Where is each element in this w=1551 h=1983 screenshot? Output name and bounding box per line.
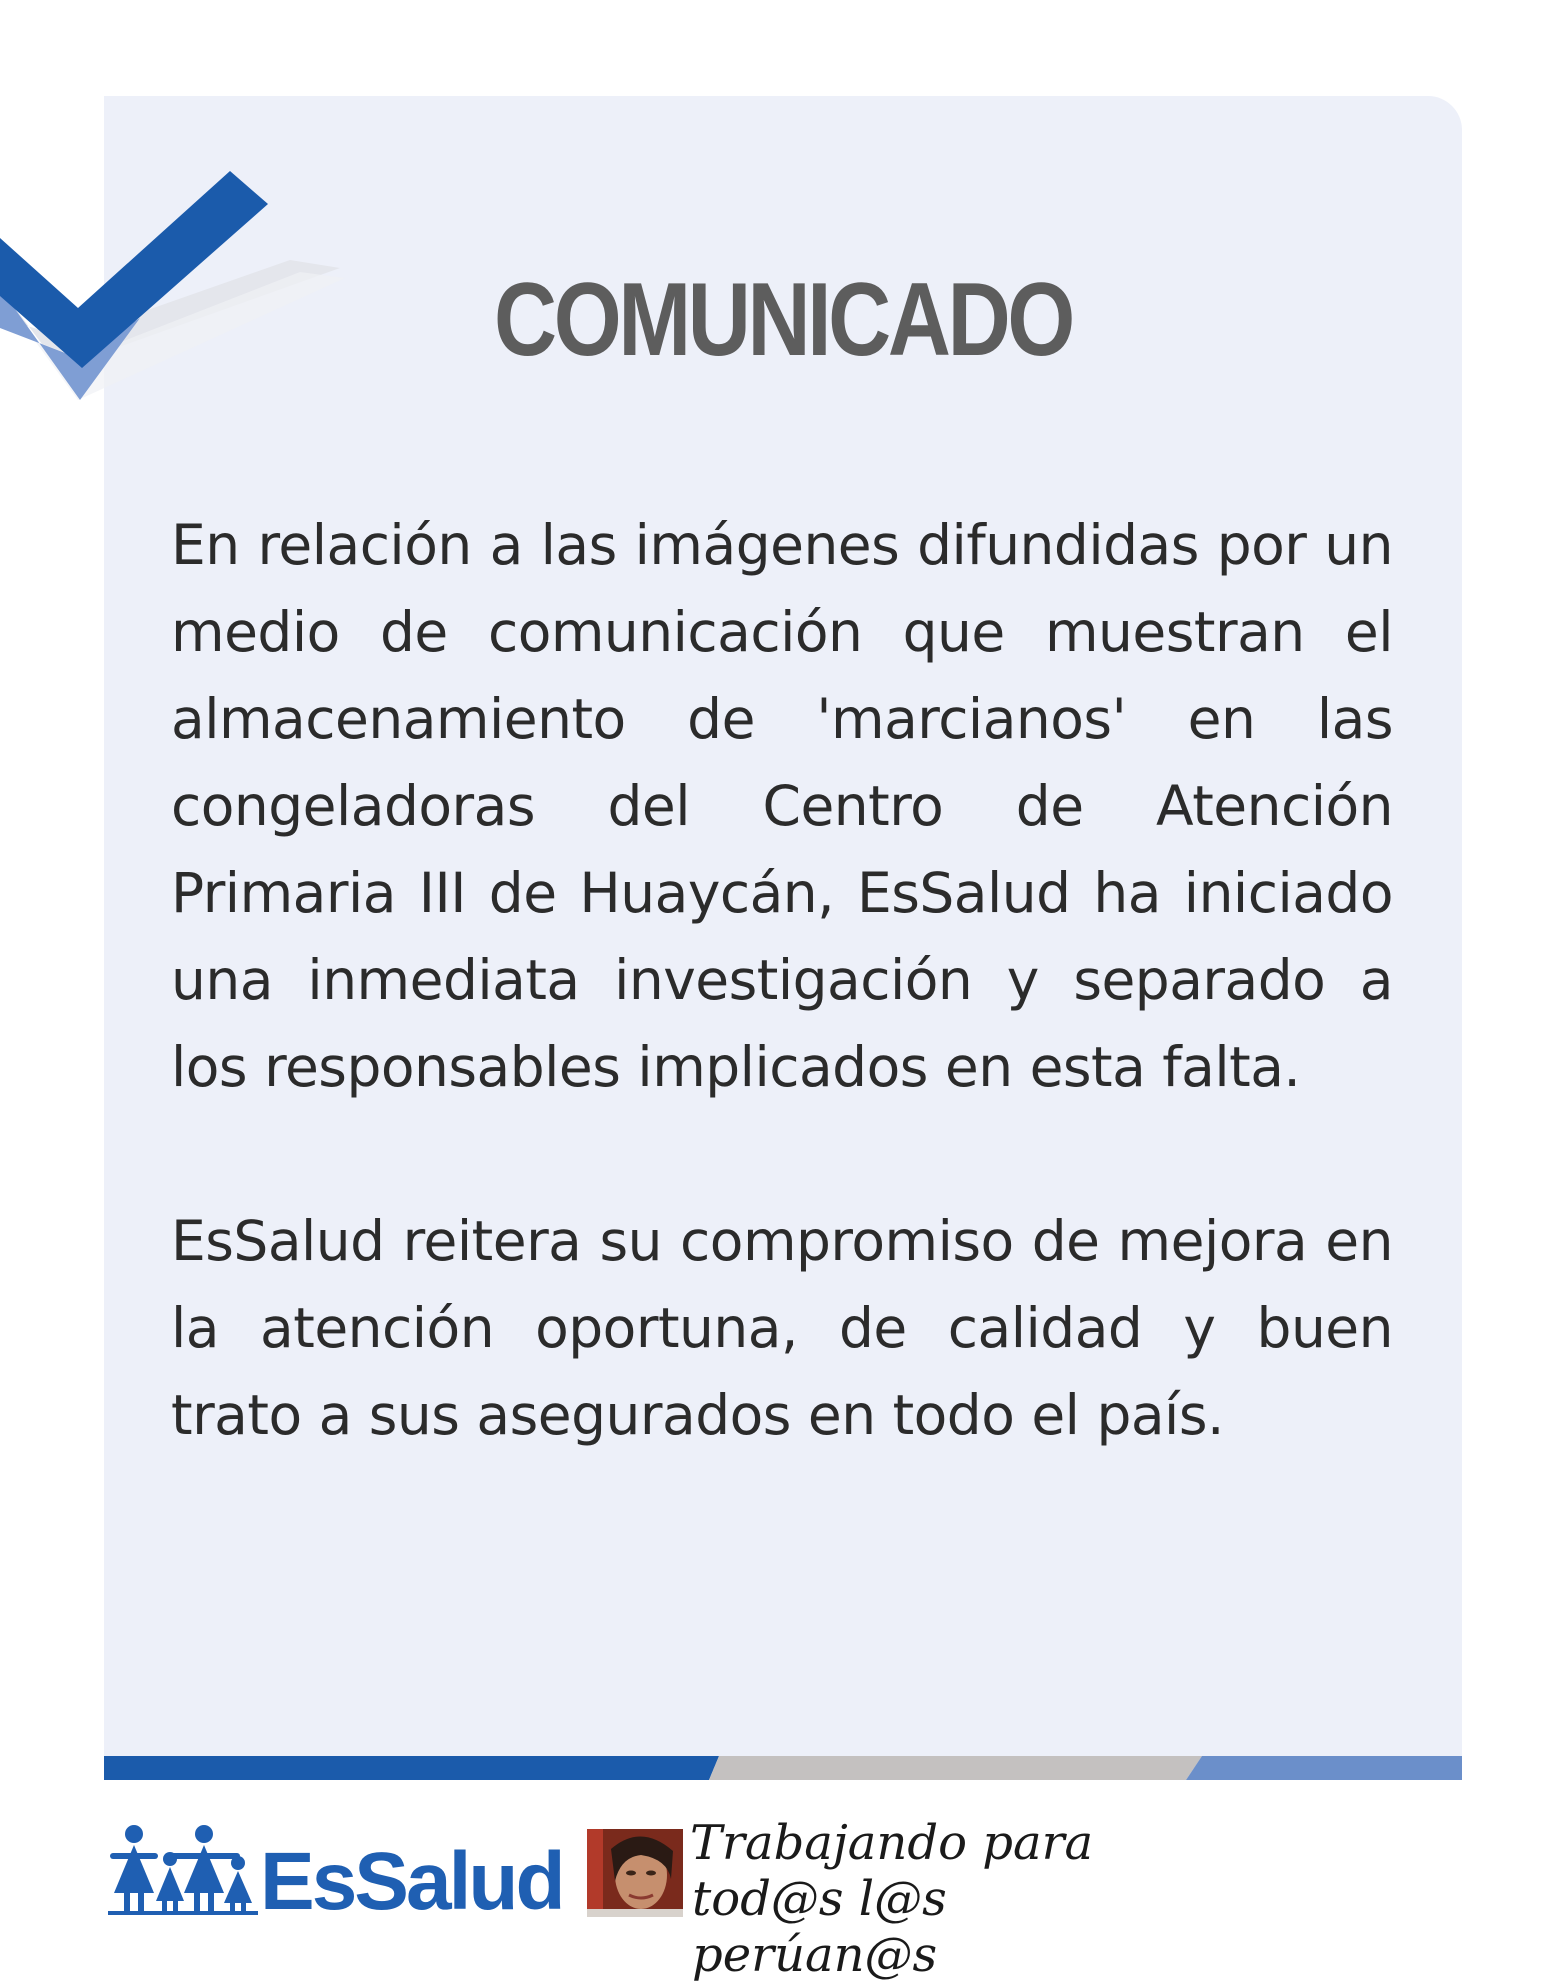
family-figures-icon (108, 1823, 258, 1915)
slogan-line-2: tod@s l@s perúan@s (692, 1871, 947, 1983)
slogan (690, 1815, 1110, 1983)
statement-body (171, 502, 1393, 1459)
essalud-logo-text: EsSalud (260, 1836, 563, 1927)
slogan-line-1: Trabajando para (690, 1815, 1094, 1871)
portrait-image (587, 1829, 683, 1917)
footer-stripe (104, 1756, 1462, 1780)
paragraph-1: En relación a las imágenes difundidas por un medio de comunicación que muestran el almacenamiento de 'marcianos' en las congeladoras del Centro de Atención Primaria III de Huaycán, EsSalud ha iniciado una inmediata investigación y separado a los responsables implicados en esta falta. (171, 513, 1393, 1099)
page-title: COMUNICADO (494, 262, 1072, 378)
footer (104, 1815, 1462, 1983)
paragraph-2: EsSalud reitera su compromiso de mejora en la atención oportuna, de calidad y buen trato a sus asegurados en todo el país. (171, 1209, 1393, 1447)
